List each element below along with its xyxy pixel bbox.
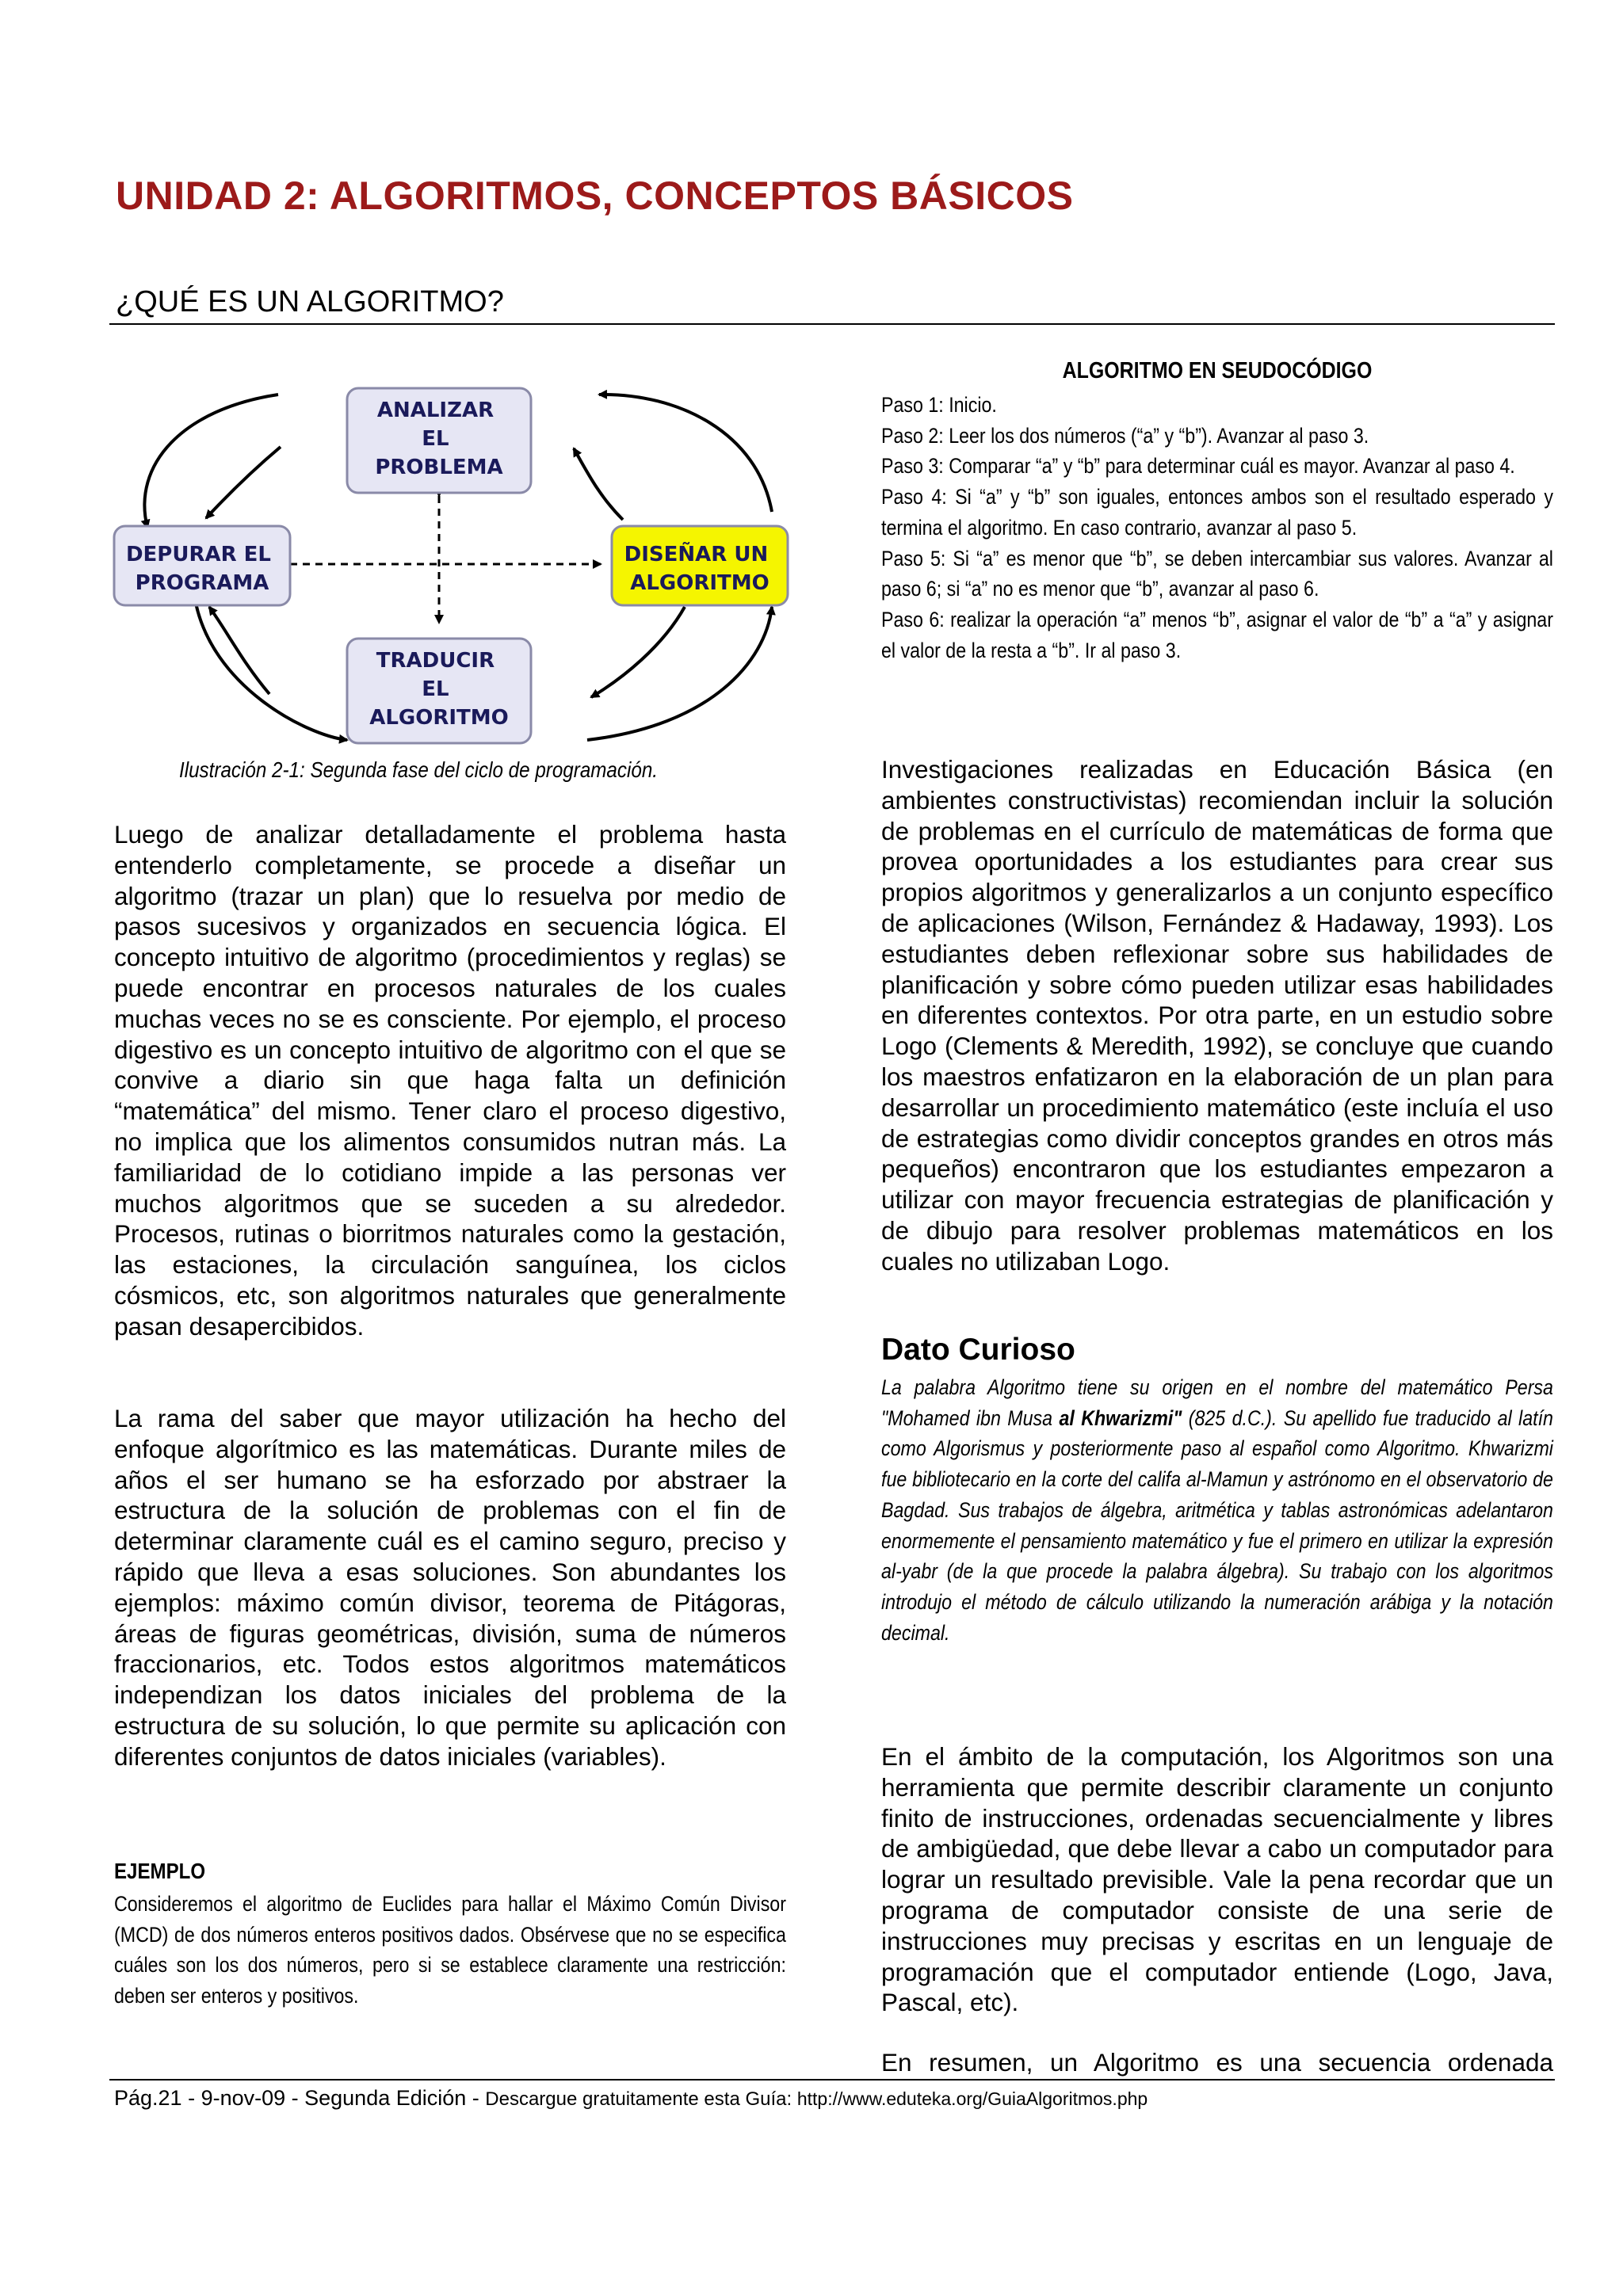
- cycle-arrow: [591, 607, 685, 697]
- cycle-arrow: [574, 448, 623, 520]
- example-text: Consideremos el algoritmo de Euclides para hallar el Máximo Común Divisor (MCD) de dos números enteros positivos dados. Obsérvese que no se especifica cuáles son los dos números, pero si se establece claramente una restricción: deben ser enteros y positivos.: [114, 1892, 786, 2008]
- pseudocode-step: Paso 5: Si “a” es menor que “b”, se deben intercambiar sus valores. Avanzar al paso 6; si “a” no es menor que “b”, avanzar al paso 6.: [881, 546, 1553, 601]
- pseudocode-step: Paso 2: Leer los dos números (“a” y “b”). Avanzar al paso 3.: [881, 423, 1369, 448]
- fun-fact-text-part: (825 d.C.). Su apellido fue traducido al latín como Algorismus y posteriormente paso al español como Algoritmo. Khwarizmi fue bibliotecario en la corte del califa al-Mamun y astrónomo en el observatorio de Bagdad. Sus trabajos de álgebra, aritmética y tablas astronómicas adelantaron enormemente el pensamiento matemático y fue el primero en utilizar la expresión al-yabr (de la que procede la palabra álgebra). Su trabajo con los algoritmos introdujo el método de cálculo utilizando la numeración arábiga y la notación decimal.: [881, 1405, 1553, 1645]
- footer-download-text: Descargue gratuitamente esta Guía:: [485, 2088, 797, 2110]
- analyze-box-line: ANALIZAR: [376, 399, 495, 422]
- translate-box-line: ALGORITMO: [369, 706, 509, 730]
- top-divider: [109, 323, 1555, 325]
- page-title: UNIDAD 2: ALGORITMOS, CONCEPTOS BÁSICOS: [116, 174, 1074, 218]
- debug-program-box: [114, 526, 290, 605]
- programming-cycle-diagram: [108, 377, 805, 749]
- design-algorithm-box: [612, 526, 788, 605]
- pseudocode-step: Paso 1: Inicio.: [881, 393, 997, 417]
- paragraph-mathematics: La rama del saber que mayor utilización ha hecho del enfoque algorítmico es las matemáticas. Durante miles de años el ser humano se ha esforzado por abstraer la estructura de la solución de problemas con el fin de determinar claramente cuál es el camino seguro, preciso y rápido que lleva a esas soluciones. Son abundantes los ejemplos: máximo común divisor, teorema de Pitágoras, áreas de figuras geométricas, división, suma de números fraccionarios, etc. Todos estos algoritmos matemáticos independizan los datos iniciales del problema de la estructura de su solución, lo que permite su aplicación con diferentes conjuntos de datos iniciales (variables).: [114, 1404, 786, 1771]
- bottom-divider: [109, 2079, 1555, 2081]
- paragraph-algorithm-intro: Luego de analizar detalladamente el problema hasta entenderlo completamente, se procede a diseñar un algoritmo (trazar un plan) que lo resuelva por medio de pasos sucesivos y organizados en secuencia lógica. El concepto intuitivo de algoritmo (procedimientos y reglas) se puede encontrar en procesos naturales de los cuales muchas veces no se es consciente. Por ejemplo, el proceso digestivo es un concepto intuitivo de algoritmo con el que se convive a diario sin que haga falta un definición “matemática” del mismo. Tener claro el proceso digestivo, no implica que los alimentos consumidos nutran más. La familiaridad de lo cotidiano impide a las personas ver muchos algoritmos que se suceden a su alrededor. Procesos, rutinas o biorritmos naturales como la gestación, las estaciones, la circulación sanguínea, los ciclos cósmicos, etc, son algoritmos naturales que generalmente pasan desapercibidos.: [114, 820, 786, 1341]
- analyze-problem-box: [347, 388, 531, 493]
- analyze-box-line: PROBLEMA: [375, 456, 503, 479]
- cycle-arrow: [144, 395, 278, 528]
- fun-fact-text-part: La palabra Algoritmo tiene su origen en el nombre del matemático Persa "Mohamed ibn Musa: [881, 1375, 1553, 1430]
- fun-fact-text: [881, 1372, 1553, 1648]
- paragraph-summary: En resumen, un Algoritmo es una secuencia ordenada: [881, 2048, 1553, 2077]
- pseudocode-title: ALGORITMO EN SEUDOCÓDIGO: [1062, 358, 1373, 383]
- footer-page-info: Pág.21 - 9-nov-09 - Segunda Edición -: [114, 2086, 486, 2110]
- fun-fact-name-bold: al Khwarizmi": [1059, 1405, 1182, 1430]
- pseudocode-step: Paso 3: Comparar “a” y “b” para determinar cuál es mayor. Avanzar al paso 4.: [881, 454, 1515, 479]
- figure-caption: Ilustración 2-1: Segunda fase del ciclo de programación.: [179, 757, 659, 782]
- cycle-arrow: [599, 395, 772, 512]
- debug-box-line: PROGRAMA: [135, 571, 269, 595]
- page-footer: [114, 2086, 1148, 2111]
- cycle-arrow: [587, 607, 772, 740]
- debug-box-line: DEPURAR EL: [125, 543, 271, 566]
- analyze-box-line: EL: [422, 427, 449, 451]
- paragraph-computing: En el ámbito de la computación, los Algoritmos son una herramienta que permite describir claramente un conjunto finito de instrucciones, ordenadas secuencialmente y libres de ambigüedad, que debe llevar a cabo un computador para lograr un resultado previsible. Vale la pena recordar que un programa de computador consiste de una serie de instrucciones muy precisas y escritas en un lenguaje de programación que el computador entiende (Logo, Java, Pascal, etc).: [881, 1742, 1553, 2017]
- cycle-arrow: [206, 447, 281, 518]
- translate-box-line: EL: [422, 677, 449, 701]
- pseudocode-step: Paso 6: realizar la operación “a” menos “b”, asignar el valor de “b” a “a” y asignar el valor de la resta a “b”. Ir al paso 3.: [881, 607, 1553, 662]
- fun-fact-heading: Dato Curioso: [881, 1333, 1075, 1367]
- translate-box-line: TRADUCIR: [376, 649, 495, 673]
- translate-algorithm-box: [347, 639, 531, 743]
- section-heading: ¿QUÉ ES UN ALGORITMO?: [116, 285, 504, 318]
- footer-url-link[interactable]: http://www.eduteka.org/GuiaAlgoritmos.php: [796, 2088, 1148, 2109]
- design-box-line: DISEÑAR UN: [624, 543, 769, 566]
- design-box-line: ALGORITMO: [630, 571, 769, 595]
- paragraph-research: Investigaciones realizadas en Educación Básica (en ambientes constructivistas) recomiendan incluir la solución de problemas en el currículo de matemáticas de forma que provea oportunidades a los estudiantes para crear sus propios algoritmos y generalizarlos a un conjunto específico de aplicaciones (Wilson, Fernández & Hadaway, 1993). Los estudiantes deben reflexionar sobre sus habilidades de planificación y sobre cómo pueden utilizar esas habilidades en diferentes contextos. Por otra parte, en un estudio sobre Logo (Clements & Meredith, 1992), se concluye que cuando los maestros enfatizaron en la elaboración de un plan para desarrollar un procedimiento matemático (este incluía el uso de estrategias como dividir conceptos grandes en otros más pequeños) encontraron que los estudiantes empezaron a utilizar con mayor frecuencia estrategias de planificación y de dibujo para resolver problemas matemáticos en los cuales no utilizaban Logo.: [881, 755, 1553, 1276]
- pseudocode-step: Paso 4: Si “a” y “b” son iguales, entonces ambos son el resultado esperado y termina el algoritmo. En caso contrario, avanzar al paso 5.: [881, 485, 1553, 540]
- example-label: EJEMPLO: [114, 1859, 206, 1883]
- pseudocode-steps: [881, 390, 1553, 666]
